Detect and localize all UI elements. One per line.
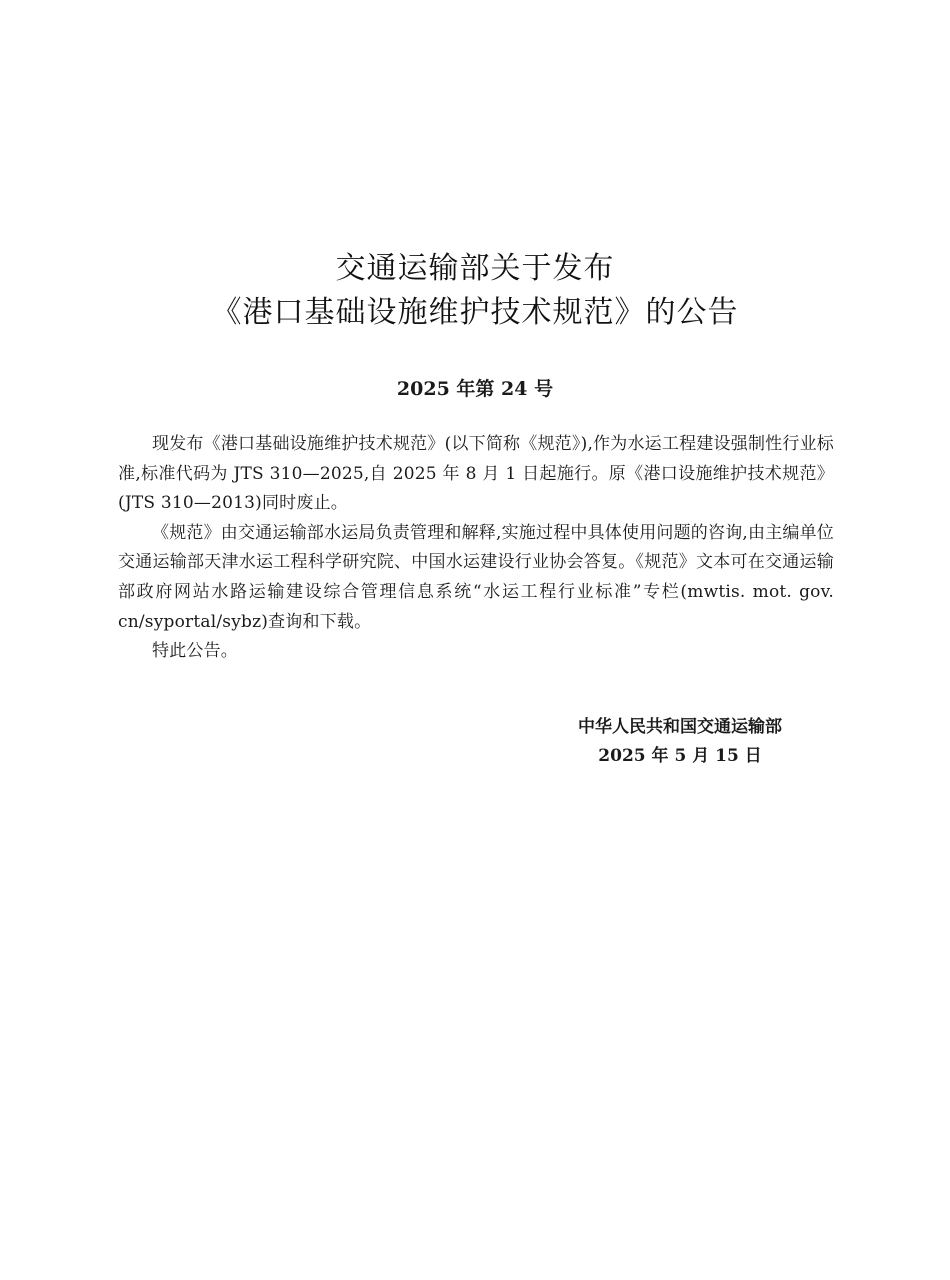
body-paragraph-2: 《规范》由交通运输部水运局负责管理和解释,实施过程中具体使用问题的咨询,由主编单位交通运输部天津水运工程科学研究院、中国水运建设行业协会答复。《规范》文本可在交通运输部政府网站水路运输建设综合管理信息系统“水运工程行业标准”专栏(mwtis. mot. gov. cn/syportal/sybz)查询和下载。 [118, 522, 835, 632]
document-number: 2025 年第 24 号 [396, 378, 554, 400]
issuing-organization: 中华人民共和国交通运输部 [578, 717, 782, 737]
announcement-body [118, 430, 834, 667]
signature-block [560, 713, 800, 771]
announcement-title-line-1: 交通运输部关于发布 [335, 251, 615, 286]
issue-date: 2025 年 5 月 15 日 [598, 746, 762, 766]
body-paragraph-3: 特此公告。 [152, 641, 238, 662]
body-paragraph-1: 现发布《港口基础设施维护技术规范》(以下简称《规范》),作为水运工程建设强制性行业标准,标准代码为 JTS 310—2025,自 2025 年 8 月 1 日起施行。原《港口设施维护技术规范》(JTS 310—2013)同时废止。 [118, 434, 834, 514]
announcement-title-line-2: 《港口基础设施维护技术规范》的公告 [211, 295, 739, 330]
